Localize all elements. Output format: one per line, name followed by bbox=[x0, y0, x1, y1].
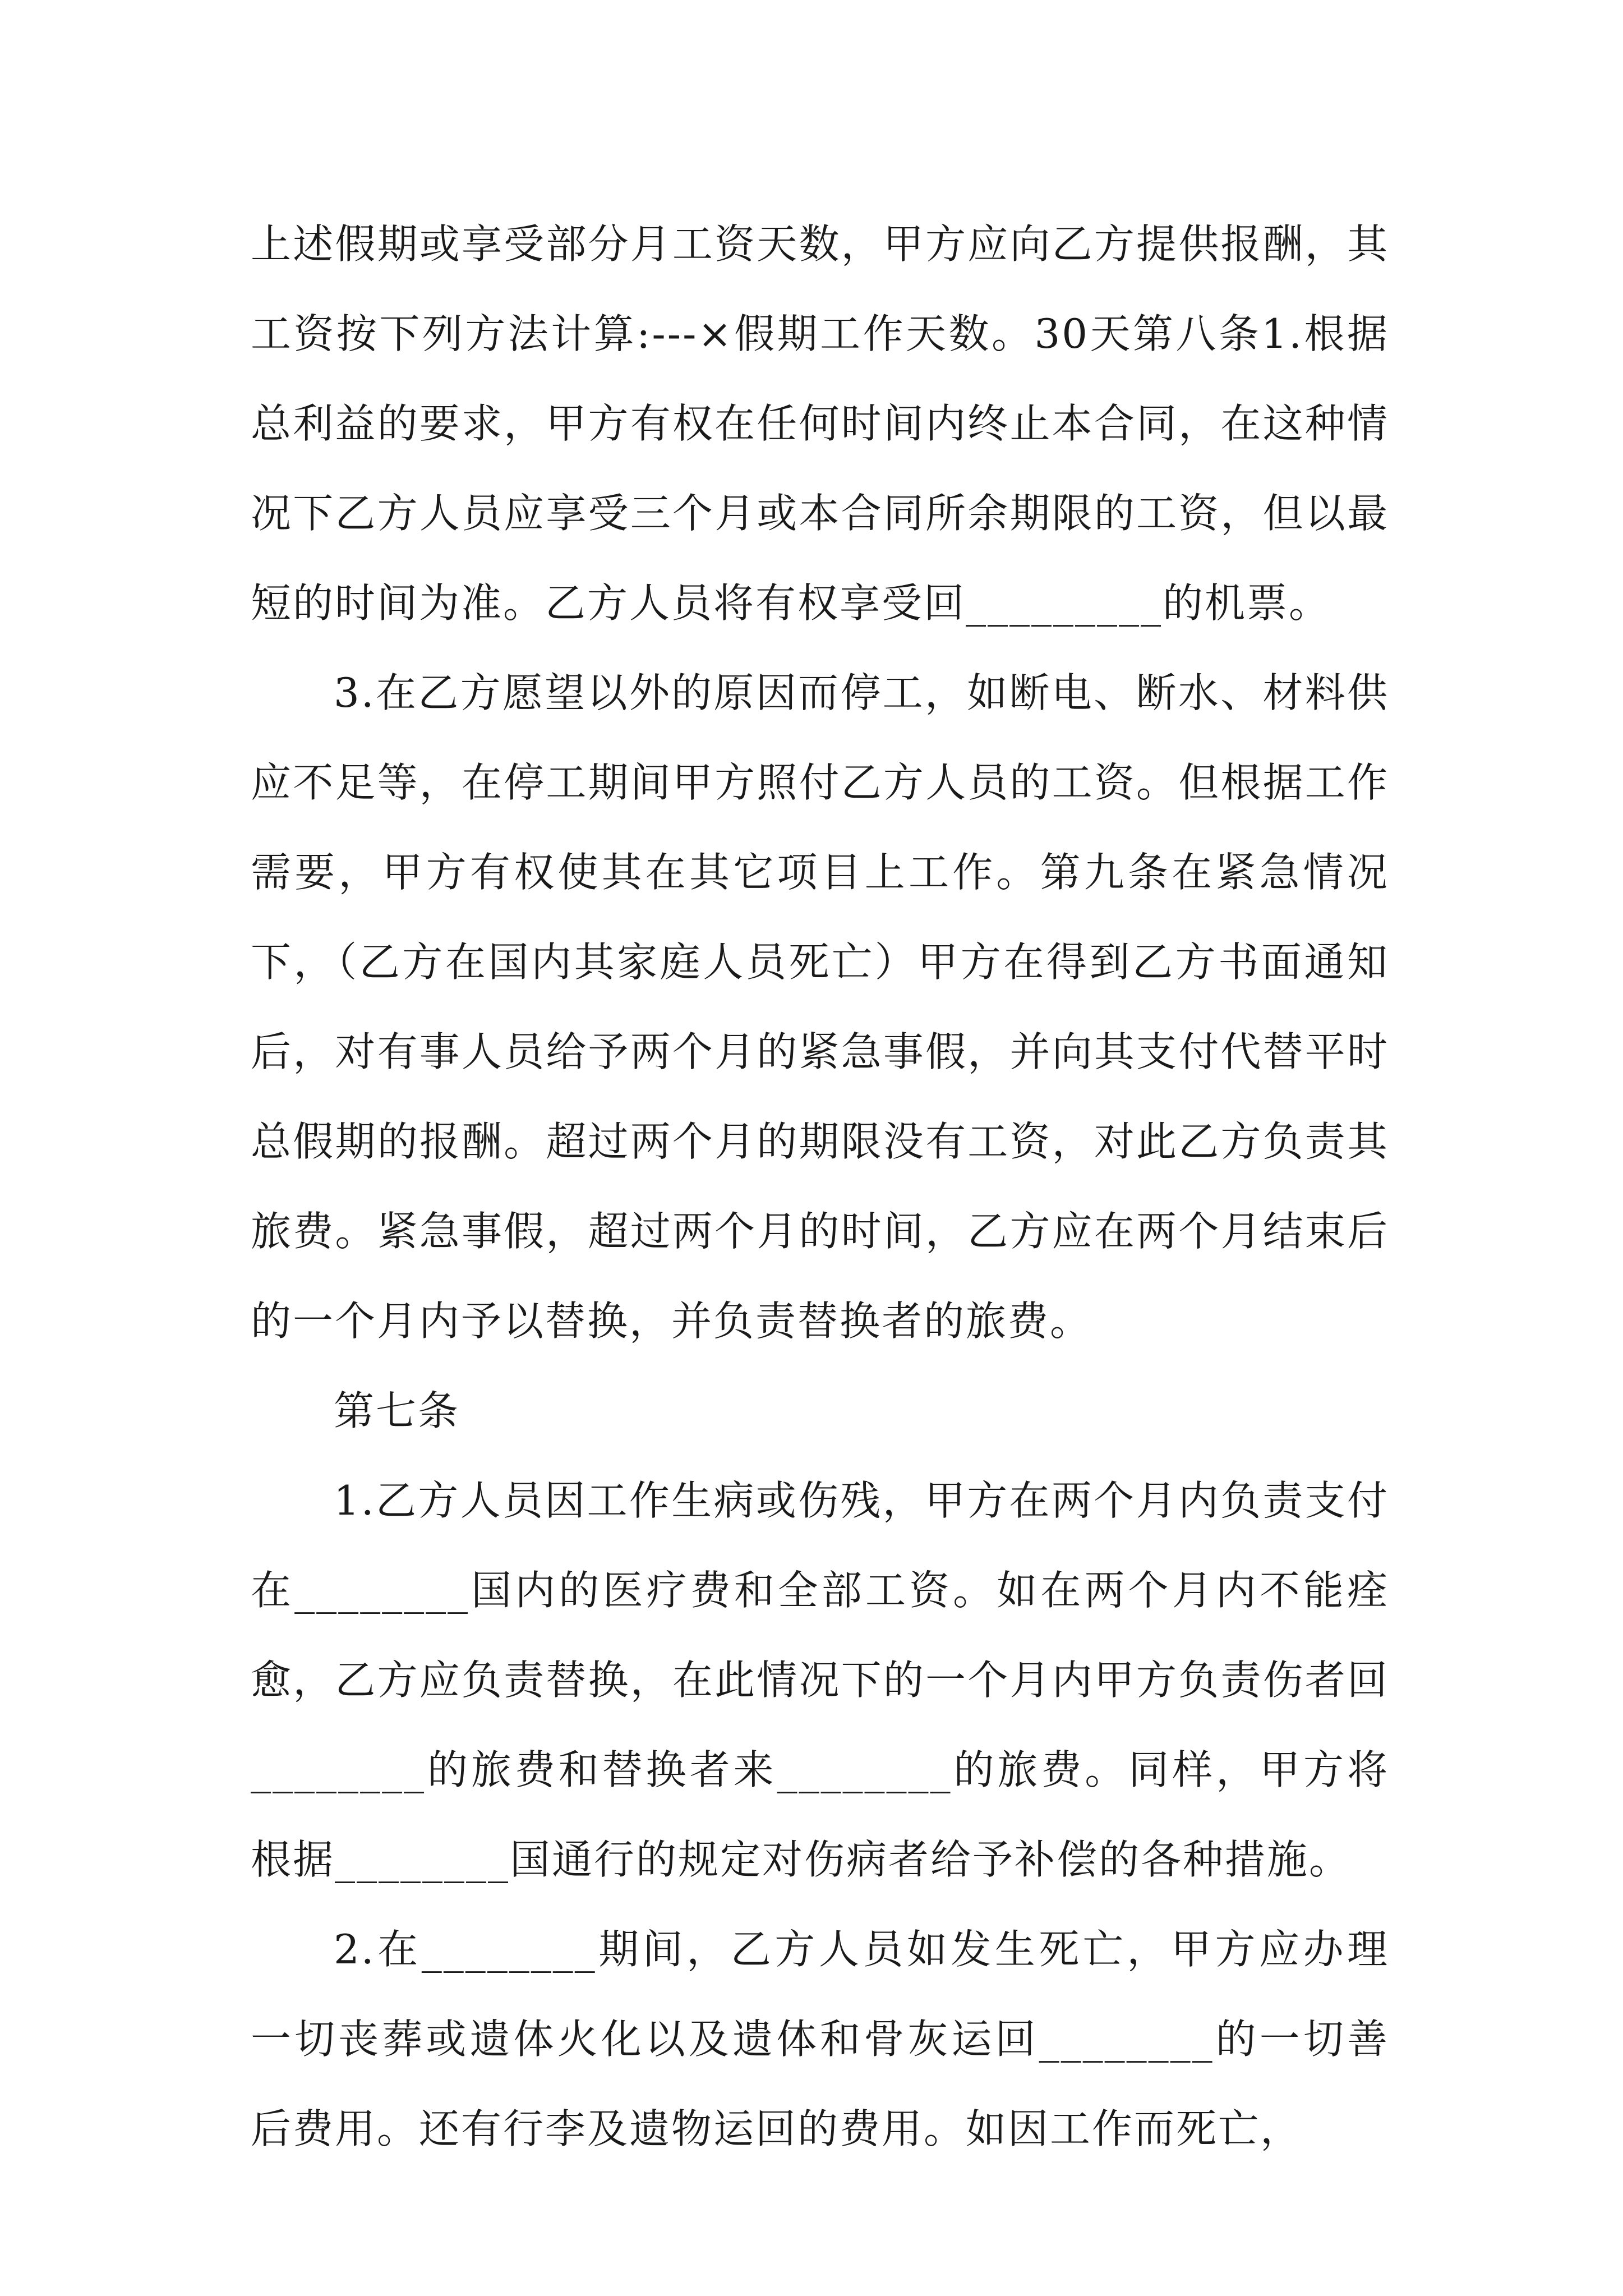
paragraph-death-expenses: 2.在________期间，乙方人员如发生死亡，甲方应办理一切丧葬或遗体火化以及遗体和骨灰运回________的一切善后费用。还有行李及遗物运回的费用。如因工作而死亡， bbox=[251, 1926, 1389, 2152]
paragraph-work-stoppage: 3.在乙方愿望以外的原因而停工，如断电、断水、材料供应不足等，在停工期间甲方照付乙方人员的工资。但根据工作需要，甲方有权使其在其它项目上工作。第九条在紧急情况下，（乙方在国内其家庭人员死亡）甲方在得到乙方书面通知后，对有事人员给予两个月的紧急事假，并向其支付代替平时总假期的报酬。超过两个月的期限没有工资，对此乙方负责其旅费。紧急事假，超过两个月的时间，乙方应在两个月结束后的一个月内予以替换，并负责替换者的旅费。 bbox=[251, 669, 1389, 1345]
paragraph-illness-injury: 1.乙方人员因工作生病或伤残，甲方在两个月内负责支付在________国内的医疗费和全部工资。如在两个月内不能痊愈，乙方应负责替换，在此情况下的一个月内甲方负责伤者回________的旅费和替换者来________的旅费。同样，甲方将根据________国通行的规定对伤病者给予补偿的各种措施。 bbox=[251, 1477, 1389, 1883]
paragraph-wage-termination: 上述假期或享受部分月工资天数，甲方应向乙方提供报酬，其工资按下列方法计算:---×假期工作天数。30天第八条1.根据总利益的要求，甲方有权在任何时间内终止本合同，在这种情况下乙方人员应享受三个月或本合同所余期限的工资，但以最短的时间为准。乙方人员将有权享受回_________的机票。 bbox=[251, 220, 1389, 627]
article-heading-seven: 第七条 bbox=[334, 1387, 460, 1434]
document-body bbox=[251, 199, 1389, 2174]
